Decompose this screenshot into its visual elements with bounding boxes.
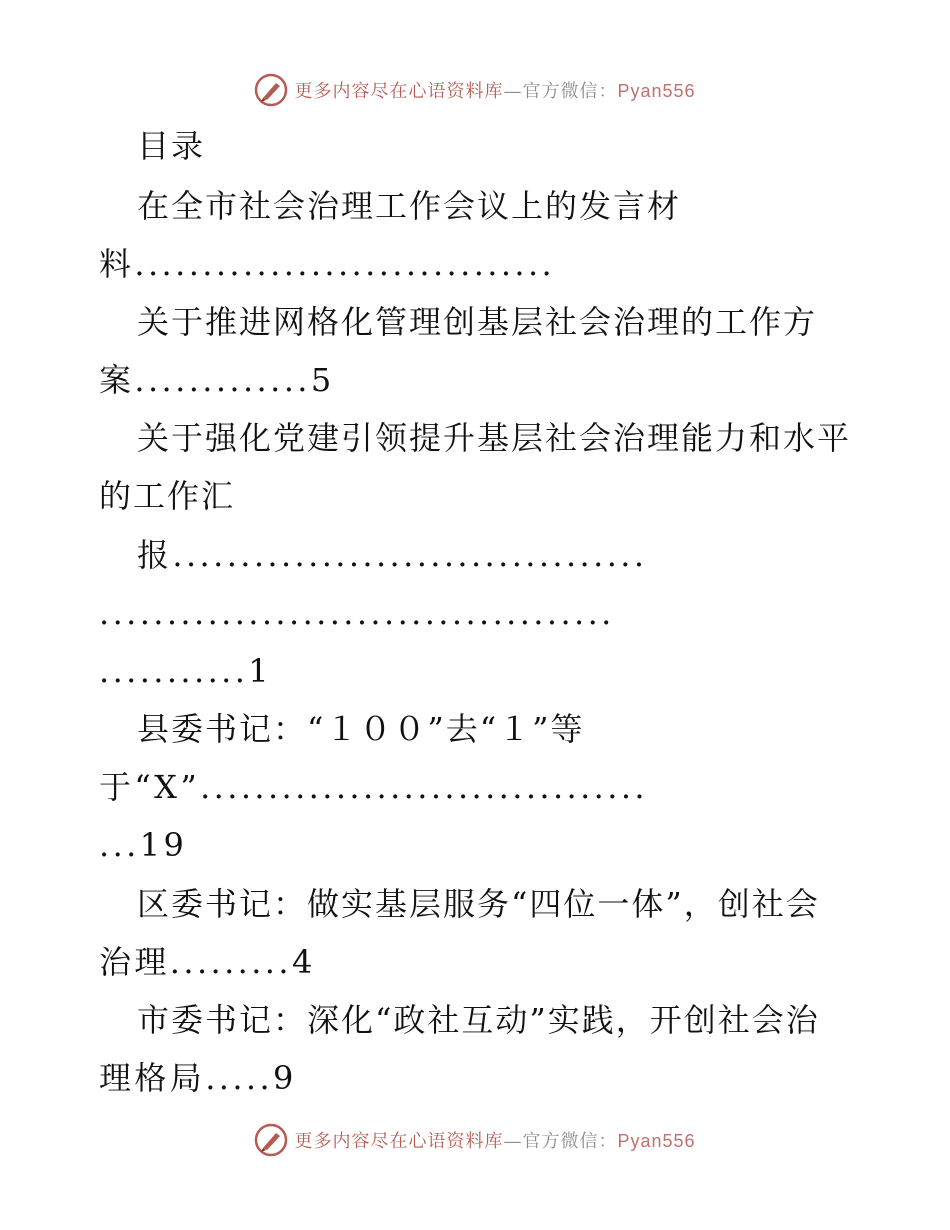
toc-title: 目录: [137, 127, 206, 165]
toc-entry-2-line-2: 案.............5: [99, 361, 335, 399]
banner-text: 更多内容尽在心语资料库—官方微信：Pyan556: [294, 81, 696, 102]
toc-entry-3-line-5: ...........1: [99, 652, 273, 690]
toc-entry-3-line-1: 关于强化党建引领提升基层社会治理能力和水平: [137, 419, 852, 457]
toc-entry-4-line-2: 于“X”.................................: [99, 768, 648, 806]
toc-entry-1-line-1: 在全市社会治理工作会议上的发言材: [137, 187, 682, 225]
banner-text: 更多内容尽在心语资料库—官方微信：Pyan556: [294, 1131, 696, 1152]
toc-entry-4-line-3: ...19: [99, 826, 188, 864]
toc-entry-5-line-2: 治理.........4: [99, 943, 316, 981]
pen-logo-icon: [254, 73, 288, 107]
toc-entry-6-line-1: 市委书记：深化“政社互动”实践，开创社会治: [137, 1001, 820, 1039]
header-banner: [0, 70, 950, 110]
footer-banner: [0, 1120, 950, 1160]
toc-entry-4-line-1: 县委书记：“１００”去“１”等: [137, 710, 585, 748]
toc-entry-3-line-2: 的工作汇: [99, 477, 236, 515]
toc-entry-6-line-2: 理格局.....9: [99, 1059, 297, 1097]
toc-entry-3-line-3: 报...................................: [137, 536, 648, 574]
toc-entry-1-line-2: 料...............................: [99, 245, 556, 283]
toc-entry-5-line-1: 区委书记：做实基层服务“四位一体”，创社会: [137, 885, 820, 923]
pen-logo-icon: [254, 1123, 288, 1157]
toc-entry-3-line-4: ......................................: [99, 594, 615, 632]
toc-entry-2-line-1: 关于推进网格化管理创基层社会治理的工作方: [137, 303, 818, 341]
